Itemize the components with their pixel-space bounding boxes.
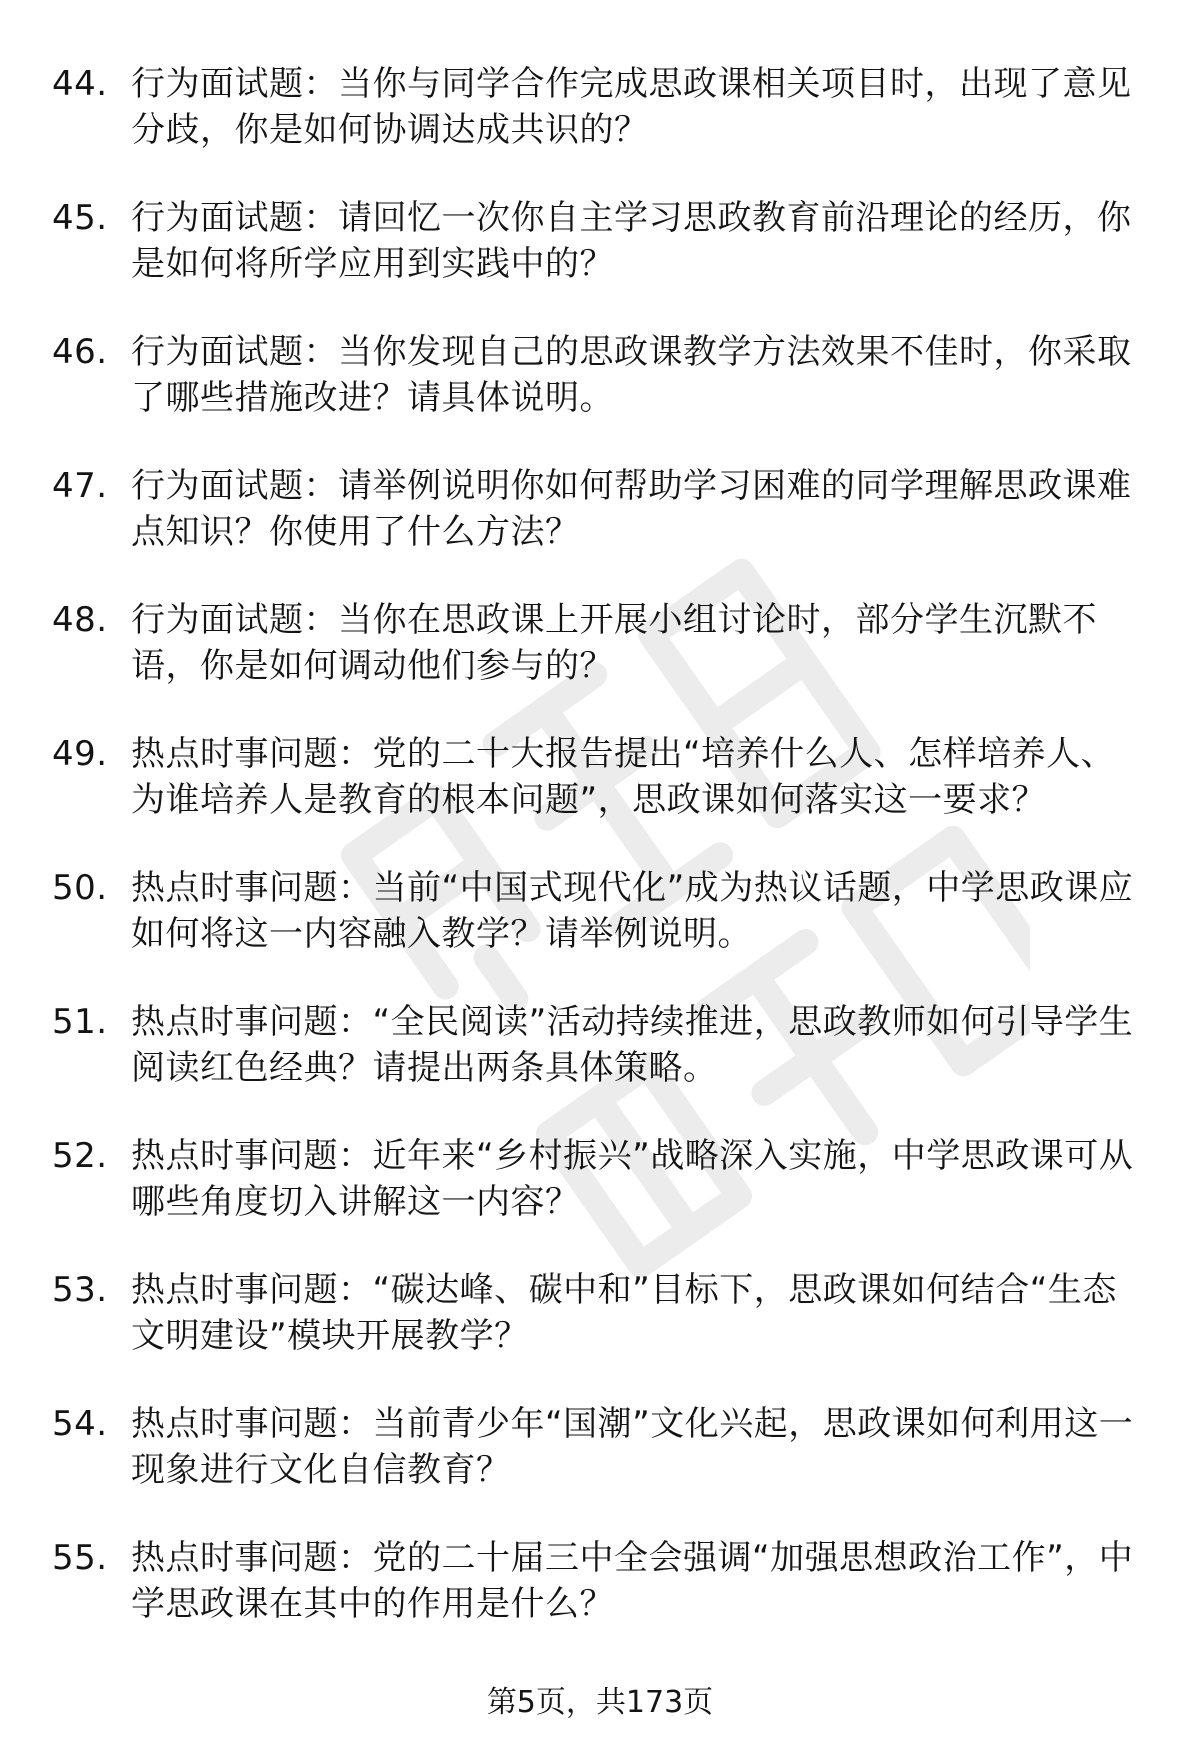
list-item — [0, 865, 1200, 957]
question-number: 54. — [52, 1404, 108, 1444]
list-item — [0, 329, 1200, 421]
question-text: 行为面试题：当你在思政课上开展小组讨论时，部分学生沉默不语，你是如何调动他们参与的？ — [131, 600, 1097, 686]
question-number: 44. — [52, 64, 108, 104]
page-number-footer: 第5页，共173页 — [486, 1685, 714, 1720]
list-item — [0, 999, 1200, 1091]
question-text: 热点时事问题：当前“中国式现代化”成为热议话题，中学思政课应如何将这一内容融入教学？请举例说明。 — [131, 868, 1134, 954]
question-number: 46. — [52, 332, 108, 372]
question-number: 47. — [52, 466, 108, 506]
question-text: 热点时事问题：党的二十届三中全会强调“加强思想政治工作”，中学思政课在其中的作用是什么？ — [131, 1538, 1134, 1624]
question-number: 52. — [52, 1136, 108, 1176]
question-text: 行为面试题：当你与同学合作完成思政课相关项目时，出现了意见分歧，你是如何协调达成共识的？ — [131, 64, 1132, 150]
question-number: 49. — [52, 734, 108, 774]
question-number: 51. — [52, 1002, 108, 1042]
list-item — [0, 1535, 1200, 1627]
question-text: 热点时事问题：“全民阅读”活动持续推进，思政教师如何引导学生阅读红色经典？请提出两条具体策略。 — [131, 1002, 1134, 1088]
list-item — [0, 731, 1200, 823]
list-item — [0, 463, 1200, 555]
question-text: 行为面试题：当你发现自己的思政课教学方法效果不佳时，你采取了哪些措施改进？请具体说明。 — [131, 332, 1132, 418]
question-number: 55. — [52, 1538, 108, 1578]
question-text: 热点时事问题：当前青少年“国潮”文化兴起，思政课如何利用这一现象进行文化自信教育？ — [131, 1404, 1134, 1490]
question-text: 热点时事问题：近年来“乡村振兴”战略深入实施，中学思政课可从哪些角度切入讲解这一内容？ — [131, 1136, 1134, 1222]
list-item — [0, 1133, 1200, 1225]
question-number: 45. — [52, 198, 108, 238]
question-list — [0, 61, 1200, 1669]
question-text: 热点时事问题：党的二十大报告提出“培养什么人、怎样培养人、为谁培养人是教育的根本问题”，思政课如何落实这一要求？ — [131, 734, 1116, 820]
question-number: 48. — [52, 600, 108, 640]
list-item — [0, 1267, 1200, 1359]
question-text: 行为面试题：请举例说明你如何帮助学习困难的同学理解思政课难点知识？你使用了什么方法？ — [131, 466, 1132, 552]
list-item — [0, 61, 1200, 153]
question-text: 行为面试题：请回忆一次你自主学习思政教育前沿理论的经历，你是如何将所学应用到实践中的？ — [131, 198, 1132, 284]
question-number: 50. — [52, 868, 108, 908]
list-item — [0, 195, 1200, 287]
list-item — [0, 1401, 1200, 1493]
list-item — [0, 597, 1200, 689]
question-text: 热点时事问题：“碳达峰、碳中和”目标下，思政课如何结合“生态文明建设”模块开展教学？ — [131, 1270, 1117, 1356]
question-number: 53. — [52, 1270, 108, 1310]
